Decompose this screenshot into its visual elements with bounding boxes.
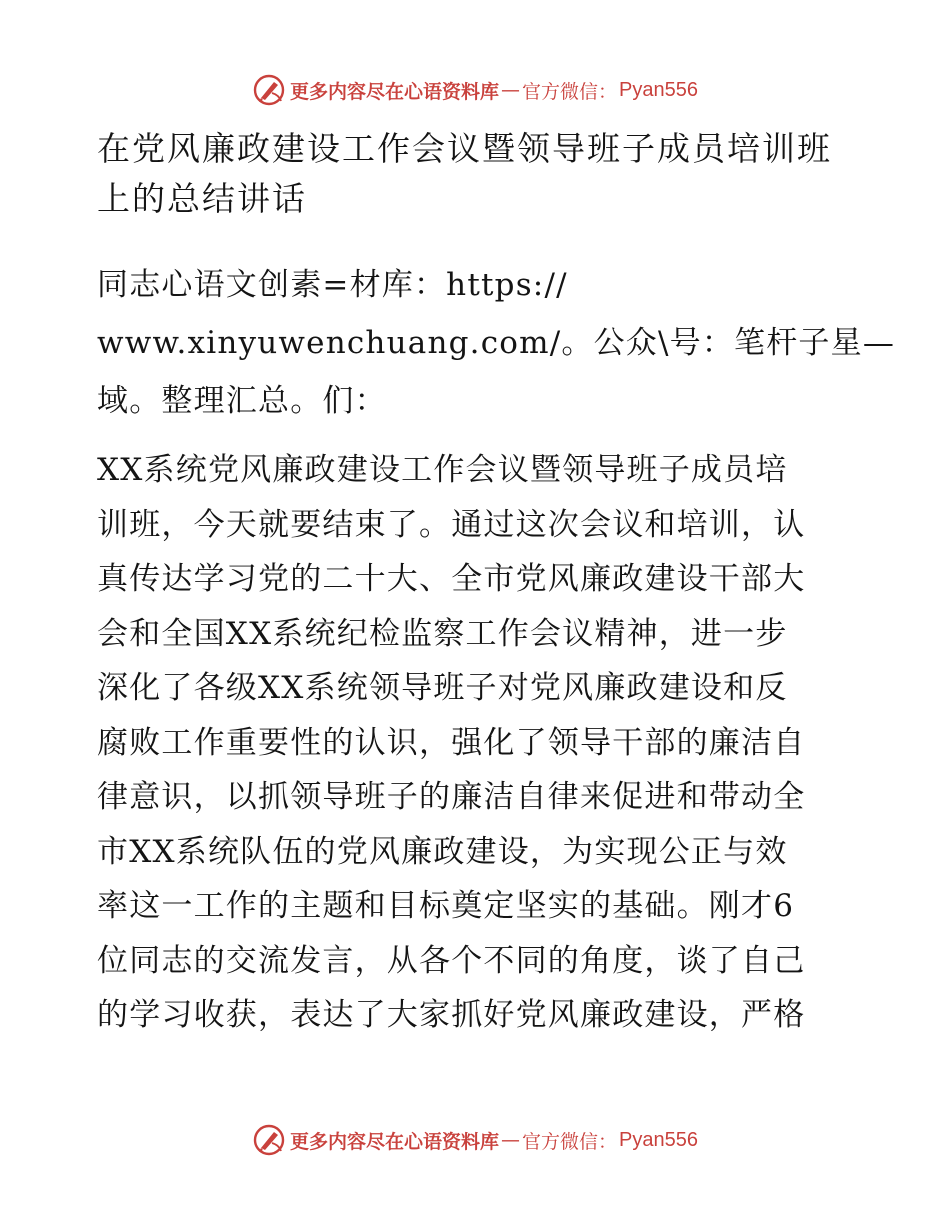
paragraph-line: 深化了各级XX系统领导班子对党风廉政建设和反 xyxy=(97,670,788,706)
paragraph-line: 同志心语文创素=材库：https:// xyxy=(97,267,568,303)
watermark-official-label: 官方微信： xyxy=(522,1130,618,1153)
paragraph-line: 的学习收获，表达了大家抓好党风廉政建设，严格 xyxy=(97,997,806,1033)
paragraph-line: 真传达学习党的二十大、全市党风廉政建设干部大 xyxy=(97,561,806,597)
body-paragraph xyxy=(97,443,857,1043)
paragraph-line: 市XX系统队伍的党风廉政建设，为实现公正与效 xyxy=(97,833,788,870)
paragraph-line: 律意识，以抓领导班子的廉洁自律来促进和带动全 xyxy=(97,779,806,815)
watermark-wechat-id: Pyan556 xyxy=(619,78,698,101)
pen-logo-icon xyxy=(252,73,286,107)
document-title xyxy=(97,124,857,224)
watermark-banner-top xyxy=(0,70,950,110)
watermark-official-label: 官方微信： xyxy=(522,80,618,103)
paragraph-line: 腐败工作重要性的认识，强化了领导干部的廉洁自 xyxy=(97,724,806,761)
title-line: 在党风廉政建设工作会议暨领导班子成员培训班 xyxy=(97,129,832,168)
paragraph-line: www.xinyuwenchuang.com/。公众\号：笔杆子星— xyxy=(97,325,896,361)
intro-paragraph xyxy=(97,256,896,430)
pen-logo-icon xyxy=(252,1123,286,1157)
watermark-main-text: 更多内容尽在心语资料库 xyxy=(290,80,500,103)
paragraph-line: 会和全国XX系统纪检监察工作会议精神，进一步 xyxy=(97,615,788,652)
watermark-separator: — xyxy=(501,79,521,101)
paragraph-line: 位同志的交流发言，从各个不同的角度，谈了自己 xyxy=(97,942,806,979)
watermark-wechat-id: Pyan556 xyxy=(619,1128,698,1151)
watermark-banner-bottom xyxy=(0,1120,950,1160)
paragraph-line: 域。整理汇总。们： xyxy=(97,383,387,419)
watermark-separator: — xyxy=(501,1129,521,1151)
paragraph-line: 训班，今天就要结束了。通过这次会议和培训，认 xyxy=(97,506,806,543)
paragraph-line: XX系统党风廉政建设工作会议暨领导班子成员培 xyxy=(97,452,788,488)
watermark-main-text: 更多内容尽在心语资料库 xyxy=(290,1130,500,1153)
title-line: 上的总结讲话 xyxy=(97,179,307,218)
paragraph-line: 率这一工作的主题和目标奠定坚实的基础。刚才6 xyxy=(97,888,795,924)
